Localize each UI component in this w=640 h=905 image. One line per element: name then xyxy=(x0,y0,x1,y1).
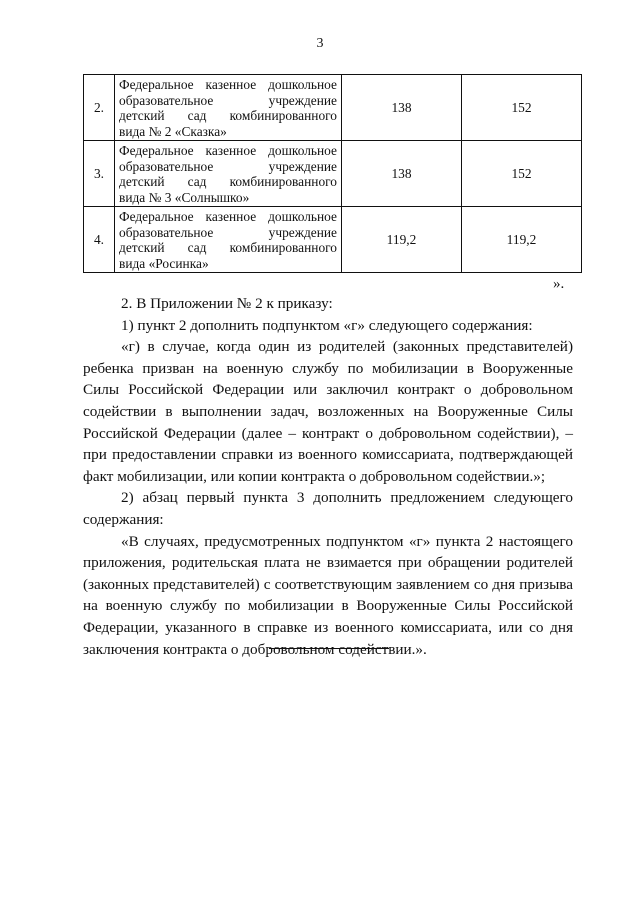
institution-name xyxy=(115,141,342,207)
name-line: детский сад комбинированного xyxy=(119,240,337,255)
row-number: 4. xyxy=(84,207,115,273)
table-row xyxy=(84,75,582,141)
paragraph: 1) пункт 2 дополнить подпунктом «г» следующего содержания: xyxy=(121,316,533,334)
table-row xyxy=(84,207,582,273)
fee-table xyxy=(83,74,582,273)
name-line: детский сад комбинированного xyxy=(119,108,337,123)
value-cell-2: 152 xyxy=(462,75,582,141)
document-body xyxy=(83,293,573,660)
name-line: Федеральное казенное дошкольное xyxy=(119,143,337,158)
name-line: вида № 2 «Сказка» xyxy=(119,123,227,139)
closing-quote: ». xyxy=(553,276,565,292)
name-line: Федеральное казенное дошкольное xyxy=(119,77,337,92)
name-line: вида № 3 «Солнышко» xyxy=(119,189,250,205)
table-row xyxy=(84,141,582,207)
row-number: 3. xyxy=(84,141,115,207)
separator-line xyxy=(269,648,389,649)
paragraph: 2. В Приложении № 2 к приказу: xyxy=(121,295,333,312)
value-cell-1: 138 xyxy=(342,75,462,141)
institution-name xyxy=(115,75,342,141)
paragraph: «г) в случае, когда один из родителей (законных представителей) ребенка призван на военную службу по мобилизации в Вооруженные Силы Российской Федерации или заключил контракт о добровольном содействии в выполнении задач, возложенных на Вооруженные Силы Российской Федерации (далее – контракт о добровольном содействии), – при предоставлении справки из военного комиссариата, подтверждающей факт мобилизации, или копии контракта о добровольном содействии.»; xyxy=(83,338,573,485)
name-line: Федеральное казенное дошкольное xyxy=(119,209,337,224)
paragraph: 2) абзац первый пункта 3 дополнить предложением следующего содержания: xyxy=(83,489,573,528)
name-line: детский сад комбинированного xyxy=(119,174,337,189)
page-number: 3 xyxy=(316,36,324,51)
value-cell-1: 138 xyxy=(342,141,462,207)
name-line: вида «Росинка» xyxy=(119,255,209,271)
name-line: образовательное учреждение xyxy=(119,224,337,240)
name-line: образовательное учреждение xyxy=(119,92,337,108)
name-line: образовательное учреждение xyxy=(119,158,337,174)
institution-name xyxy=(115,207,342,273)
value-cell-1: 119,2 xyxy=(342,207,462,273)
row-number: 2. xyxy=(84,75,115,141)
paragraph: «В случаях, предусмотренных подпунктом «г» пункта 2 настоящего приложения, родительская плата не взимается при обращении родителей (законных представителей) с соответствующим заявлением со дня призыва на военную службу по мобилизации в Вооруженные Силы Российской Федерации, указанного в справке из военного комиссариата, или со дня заключения контракта о добровольном содействии.». xyxy=(83,532,573,658)
value-cell-2: 119,2 xyxy=(462,207,582,273)
value-cell-2: 152 xyxy=(462,141,582,207)
